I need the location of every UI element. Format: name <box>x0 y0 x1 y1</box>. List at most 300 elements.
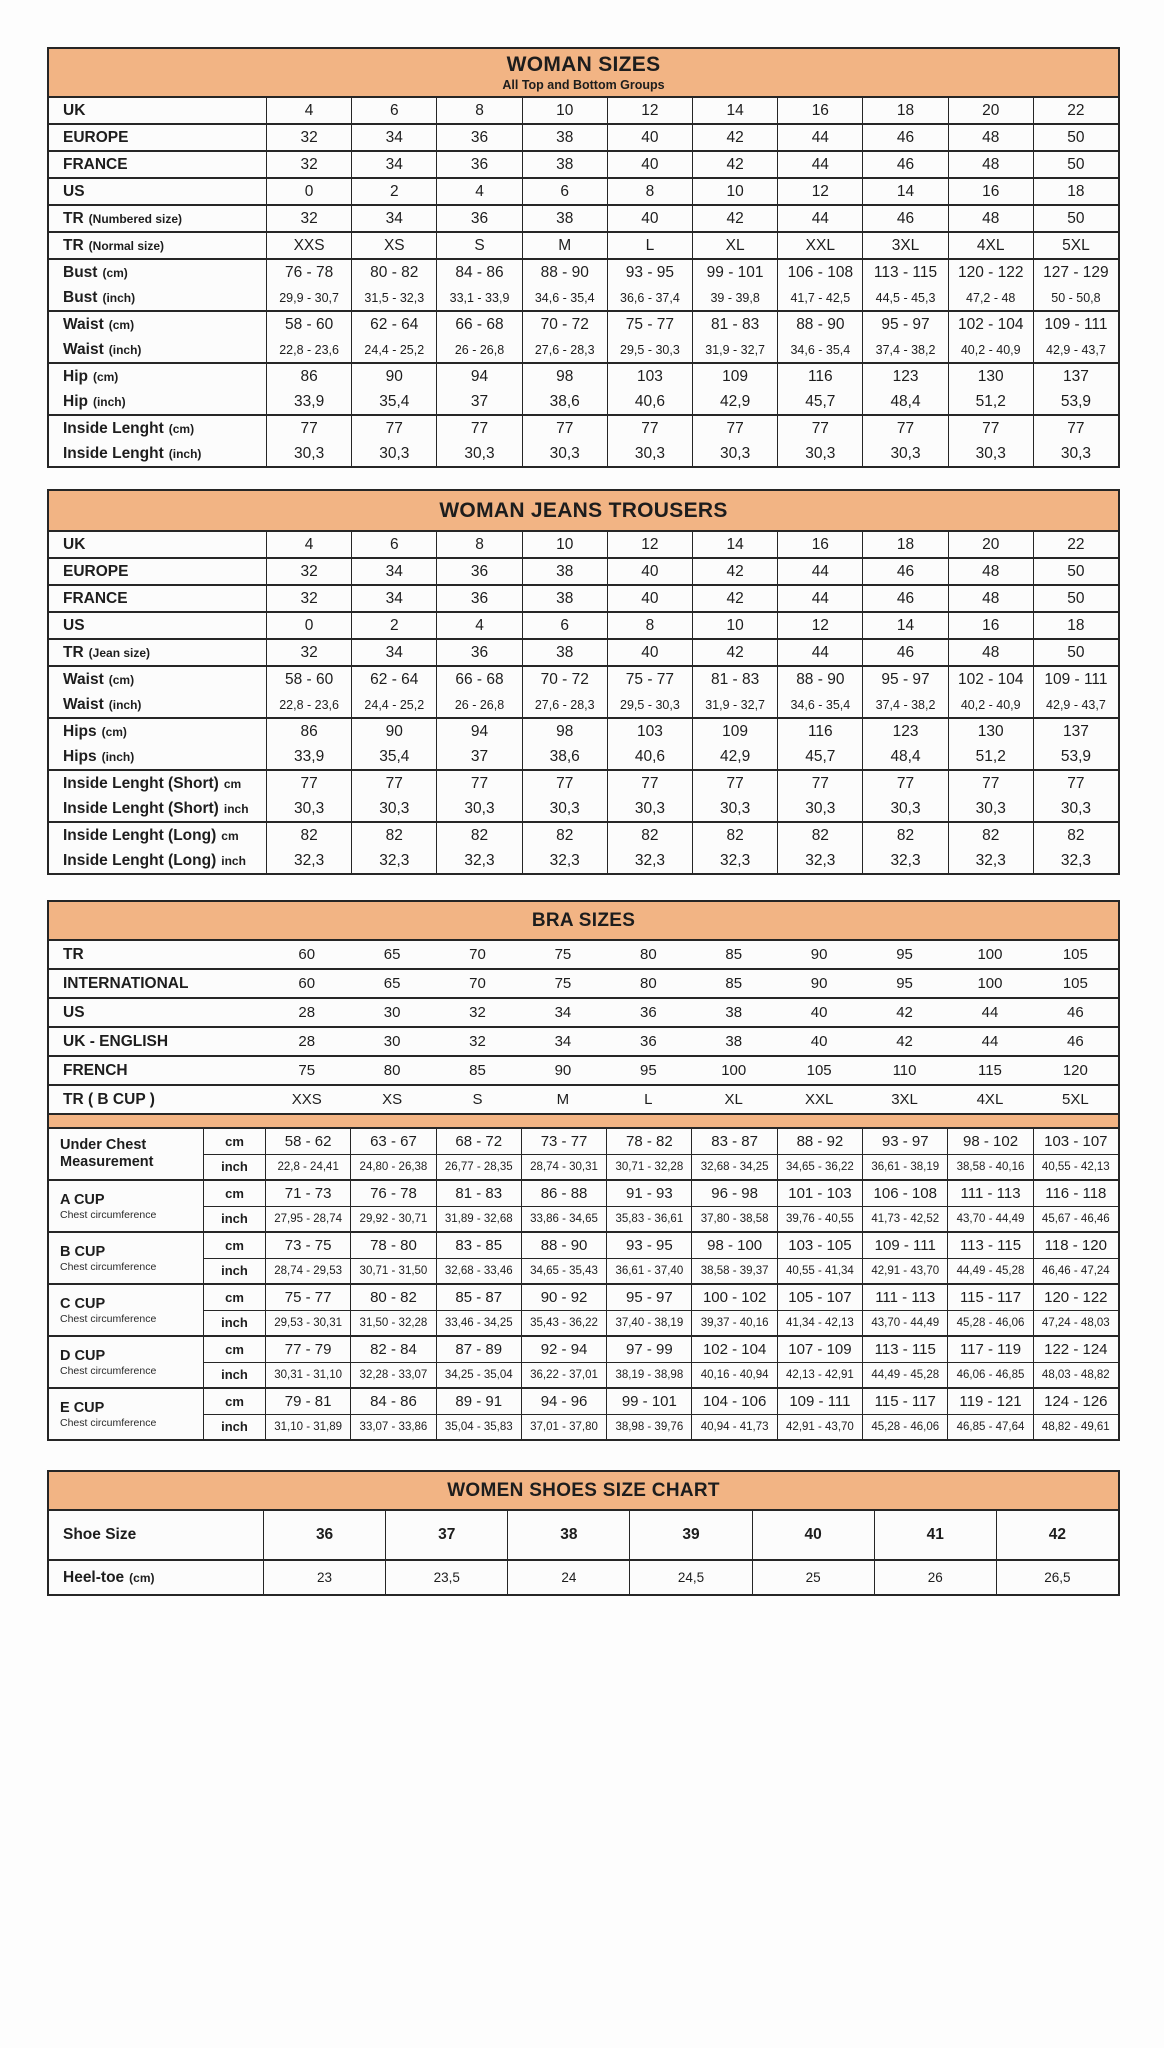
value-cell: 36,6 - 37,4 <box>608 285 693 310</box>
value-cell: 37 <box>437 744 522 769</box>
value-cell: 33,86 - 34,65 <box>522 1207 607 1232</box>
value-cell: 86 <box>267 364 352 389</box>
value-cell: 38 <box>523 206 608 231</box>
value-cell: 50 <box>1067 209 1085 227</box>
value-cell: 51,2 <box>949 389 1034 414</box>
value-cell: 44 <box>778 152 863 177</box>
cup-descriptor: Chest circumference <box>60 1260 157 1273</box>
value-cell: 116 <box>778 719 863 744</box>
row-label <box>49 532 267 557</box>
row-label-text: Waist <box>63 695 104 713</box>
woman-jeans-table <box>47 489 1120 875</box>
value-cell: 137 <box>1062 367 1089 385</box>
value-cell: 42 <box>693 152 778 177</box>
table-row <box>49 233 1118 258</box>
row-label-unit: (cm) <box>129 1570 155 1585</box>
cup-name: B CUP <box>60 1243 106 1260</box>
row-label <box>49 667 267 692</box>
cup-label <box>49 1129 204 1179</box>
value-cell: 29,53 - 30,31 <box>266 1311 351 1336</box>
row-label <box>49 179 267 204</box>
value-cell: 4 <box>437 613 522 638</box>
cup-descriptor: Chest circumference <box>60 1312 157 1325</box>
value-cell: 66 - 68 <box>437 667 522 692</box>
value-cell: 120 - 122 <box>949 260 1034 285</box>
row-label <box>49 416 267 441</box>
value-cell: 42,91 - 43,70 <box>778 1415 863 1440</box>
value-cell: 42 <box>693 206 778 231</box>
value-cell: 107 - 109 <box>778 1337 863 1362</box>
value-cell: 30,3 <box>1060 799 1092 817</box>
table-row <box>49 667 1118 692</box>
value-cell: 20 <box>949 532 1034 557</box>
cup-rows <box>204 1233 1118 1283</box>
cup-measure-row <box>204 1415 1118 1440</box>
value-cell: 65 <box>383 975 401 992</box>
value-cell: 98 <box>523 719 608 744</box>
value-cell: 115 - 117 <box>948 1285 1033 1310</box>
value-cell: 48,4 <box>863 389 948 414</box>
value-cell: 44,49 - 45,28 <box>863 1363 948 1388</box>
value-cell: 88 - 90 <box>522 1233 607 1258</box>
value-cell: 33,1 - 33,9 <box>437 285 522 310</box>
value-cell: XS <box>382 1091 403 1108</box>
row-label <box>49 260 267 285</box>
value-cell: 100 <box>977 975 1003 992</box>
row-label-text: Inside Lenght <box>63 419 164 437</box>
woman-sizes-header <box>47 47 1120 98</box>
value-cell: 66 - 68 <box>437 312 522 337</box>
value-cell: 86 - 88 <box>522 1181 607 1206</box>
value-cell: 0 <box>267 179 352 204</box>
value-cell: 40 <box>608 152 693 177</box>
table-row-group <box>49 206 1118 233</box>
value-cell: 25 <box>753 1561 875 1594</box>
value-cell: 34,65 - 35,43 <box>522 1259 607 1284</box>
value-cell: 91 - 93 <box>607 1181 692 1206</box>
row-label <box>49 719 267 744</box>
value-cell: 137 <box>1062 722 1089 740</box>
value-cell: 113 - 115 <box>948 1233 1033 1258</box>
table-row <box>49 692 1118 717</box>
value-cell: 23,5 <box>386 1561 508 1594</box>
value-cell: 14 <box>863 179 948 204</box>
value-cell: 46 <box>863 152 948 177</box>
value-cell: 42 <box>896 1033 913 1050</box>
value-cell: 111 - 113 <box>948 1181 1033 1206</box>
value-cell: 77 <box>863 771 948 796</box>
value-cell: 24 <box>508 1561 630 1594</box>
value-cell: 0 <box>267 613 352 638</box>
value-cell: 78 - 82 <box>607 1129 692 1154</box>
table-row-group <box>49 667 1118 719</box>
value-cell: 40,6 <box>608 744 693 769</box>
value-cell: 95 <box>896 975 913 992</box>
value-cell: 77 <box>778 416 863 441</box>
value-cell: 102 - 104 <box>949 312 1034 337</box>
value-cell: 32,3 <box>693 848 778 873</box>
row-label-text: Hip <box>63 367 88 385</box>
row-label: TR <box>63 945 84 963</box>
table-row <box>49 532 1118 557</box>
row-label-text: Inside Lenght (Short) <box>63 774 219 792</box>
value-cell: 83 - 85 <box>437 1233 522 1258</box>
value-cell: 119 - 121 <box>948 1389 1033 1414</box>
value-cell: 46,46 - 47,24 <box>1041 1264 1110 1277</box>
value-cell: 50 <box>1067 643 1085 661</box>
row-label-text: FRANCE <box>63 589 128 607</box>
row-label <box>49 613 267 638</box>
cup-measure-row <box>204 1129 1118 1155</box>
value-cell: 40 <box>753 1511 875 1559</box>
table-row <box>49 771 1118 796</box>
value-cell: 30,71 - 32,28 <box>607 1155 692 1180</box>
value-cell: 42 <box>896 1004 913 1021</box>
value-cell: 10 <box>523 532 608 557</box>
value-cell: 32 <box>267 640 352 665</box>
value-cell: 58 - 62 <box>266 1129 351 1154</box>
value-cell: 32,3 <box>778 848 863 873</box>
value-cell: 32,3 <box>608 848 693 873</box>
woman-jeans-header <box>47 489 1120 532</box>
unit-label: inch <box>204 1311 266 1336</box>
row-label <box>49 640 267 665</box>
value-cell: 12 <box>778 613 863 638</box>
table-row <box>49 559 1118 584</box>
value-cell: 32,68 - 33,46 <box>437 1259 522 1284</box>
value-cell: 40,55 - 42,13 <box>1041 1160 1110 1173</box>
table-row <box>49 719 1118 744</box>
table-row-group <box>49 98 1118 125</box>
cup-rows <box>204 1337 1118 1387</box>
value-cell: 26 - 26,8 <box>437 337 522 362</box>
row-label <box>49 848 267 873</box>
value-cell: 109 - 111 <box>863 1233 948 1258</box>
row-label-text: Hip <box>63 392 88 410</box>
value-cell: 30,3 <box>437 441 522 466</box>
value-cell: 95 - 97 <box>607 1285 692 1310</box>
value-cell: 48 <box>949 206 1034 231</box>
cup-name: E CUP <box>60 1399 105 1416</box>
value-cell: 93 - 95 <box>607 1233 692 1258</box>
bra-size-row <box>49 1086 1118 1115</box>
cup-measure-row <box>204 1285 1118 1311</box>
value-cell: 77 <box>1067 419 1085 437</box>
value-cell: 101 - 103 <box>778 1181 863 1206</box>
value-cell: 42,9 - 43,7 <box>1046 342 1106 357</box>
value-cell: 42,13 - 42,91 <box>778 1363 863 1388</box>
table-row-group <box>49 312 1118 364</box>
value-cell: 41,34 - 42,13 <box>778 1311 863 1336</box>
cup-descriptor: Measurement <box>60 1154 154 1170</box>
value-cell: 34,6 - 35,4 <box>778 692 863 717</box>
value-cell: 29,9 - 30,7 <box>267 285 352 310</box>
value-cell: 32 <box>267 125 352 150</box>
row-label <box>49 152 267 177</box>
women-shoes-header <box>47 1470 1120 1511</box>
value-cell: 46,85 - 47,64 <box>948 1415 1033 1440</box>
value-cell: 77 <box>523 416 608 441</box>
value-cell: 50 <box>1067 155 1085 173</box>
value-cell: 122 - 124 <box>1044 1340 1108 1358</box>
value-cell: 75 <box>554 975 572 992</box>
value-cell: 30,3 <box>523 441 608 466</box>
value-cell: 16 <box>778 98 863 123</box>
value-cell: 32 <box>267 152 352 177</box>
unit-label: inch <box>204 1155 266 1180</box>
value-cell: 35,4 <box>352 389 437 414</box>
table-row <box>49 1511 1118 1561</box>
row-label-text: Waist <box>63 315 104 333</box>
value-cell: 130 <box>949 364 1034 389</box>
cup-label <box>49 1233 204 1283</box>
row-label-text: Hips <box>63 722 97 740</box>
table-row-group <box>49 586 1118 613</box>
value-cell: 8 <box>437 98 522 123</box>
value-cell: 34 <box>352 152 437 177</box>
row-label <box>49 233 267 258</box>
value-cell: 34 <box>554 1033 572 1050</box>
value-cell: M <box>556 1091 570 1108</box>
value-cell: 31,10 - 31,89 <box>266 1415 351 1440</box>
value-cell: 12 <box>778 179 863 204</box>
value-cell: 77 <box>1067 774 1085 792</box>
value-cell: 26,77 - 28,35 <box>437 1155 522 1180</box>
value-cell: 44 <box>778 206 863 231</box>
value-cell: XL <box>693 233 778 258</box>
row-label-text: Inside Lenght (Short) <box>63 799 219 817</box>
value-cell: 30,3 <box>778 441 863 466</box>
value-cell: 42,9 <box>693 389 778 414</box>
value-cell: 37,4 - 38,2 <box>863 692 948 717</box>
value-cell: 85 <box>725 975 743 992</box>
value-cell: 44,5 - 45,3 <box>863 285 948 310</box>
row-label-unit: (Normal size) <box>88 238 165 253</box>
value-cell: 60 <box>298 946 316 963</box>
value-cell: 38,6 <box>523 389 608 414</box>
cup-name: Under Chest <box>60 1137 147 1153</box>
value-cell: 18 <box>863 532 948 557</box>
value-cell: 93 - 95 <box>608 260 693 285</box>
row-label <box>49 559 267 584</box>
value-cell: 77 <box>693 416 778 441</box>
table-row <box>49 613 1118 638</box>
value-cell: 12 <box>608 532 693 557</box>
value-cell: 45,28 - 46,06 <box>863 1415 948 1440</box>
row-label-text: Waist <box>63 670 104 688</box>
value-cell: 110 <box>892 1062 917 1079</box>
value-cell: 34,25 - 35,04 <box>437 1363 522 1388</box>
value-cell: 85 <box>469 1062 486 1079</box>
cup-rows <box>204 1285 1118 1335</box>
value-cell: 36 <box>437 152 522 177</box>
cup-measure-row <box>204 1337 1118 1363</box>
value-cell: 80 - 82 <box>351 1285 436 1310</box>
value-cell: 8 <box>608 179 693 204</box>
bra-size-row <box>49 941 1118 970</box>
row-label-text: UK <box>63 535 86 553</box>
table-row-group <box>49 559 1118 586</box>
value-cell: 34 <box>352 125 437 150</box>
value-cell: XXS <box>267 233 352 258</box>
cup-measure-row <box>204 1233 1118 1259</box>
value-cell: 85 - 87 <box>437 1285 522 1310</box>
value-cell: 27,6 - 28,3 <box>523 337 608 362</box>
table-row <box>49 179 1118 204</box>
value-cell: 40,2 - 40,9 <box>949 337 1034 362</box>
value-cell: 30,3 <box>523 796 608 821</box>
row-label-text: TR <box>63 236 84 254</box>
value-cell: 26,5 <box>1044 1570 1071 1585</box>
row-label-text: Shoe Size <box>63 1526 137 1543</box>
value-cell: 30,3 <box>1060 444 1092 462</box>
value-cell: 40,55 - 41,34 <box>778 1259 863 1284</box>
unit-label: cm <box>204 1233 266 1258</box>
table-row-group <box>49 152 1118 179</box>
value-cell: 38,19 - 38,98 <box>607 1363 692 1388</box>
value-cell: 24,5 <box>630 1561 752 1594</box>
value-cell: 31,89 - 32,68 <box>437 1207 522 1232</box>
value-cell: 27,6 - 28,3 <box>523 692 608 717</box>
value-cell: 38 <box>508 1511 630 1559</box>
value-cell: 24,4 - 25,2 <box>352 692 437 717</box>
value-cell: 82 <box>778 823 863 848</box>
value-cell: 94 - 96 <box>522 1389 607 1414</box>
value-cell: S <box>472 1091 483 1108</box>
value-cell: 41,73 - 42,52 <box>863 1207 948 1232</box>
value-cell: 99 - 101 <box>607 1389 692 1414</box>
value-cell: 77 <box>523 771 608 796</box>
value-cell: 35,83 - 36,61 <box>607 1207 692 1232</box>
value-cell: 77 <box>437 771 522 796</box>
value-cell: 31,5 - 32,3 <box>352 285 437 310</box>
value-cell: 42,9 - 43,7 <box>1046 697 1106 712</box>
cup-label <box>49 1285 204 1335</box>
value-cell: 95 <box>639 1062 657 1079</box>
value-cell: 33,9 <box>267 744 352 769</box>
table-row-group <box>49 260 1118 312</box>
cup-measure-row <box>204 1389 1118 1415</box>
bra-size-row <box>49 1028 1118 1057</box>
value-cell: 39 - 39,8 <box>693 285 778 310</box>
value-cell: 44 <box>778 640 863 665</box>
value-cell: 31,9 - 32,7 <box>693 337 778 362</box>
value-cell: 40 <box>608 206 693 231</box>
value-cell: 16 <box>949 613 1034 638</box>
value-cell: 36,22 - 37,01 <box>522 1363 607 1388</box>
table-title: WOMAN SIZES <box>506 53 661 76</box>
value-cell: 50 - 50,8 <box>1051 290 1101 305</box>
value-cell: 118 - 120 <box>1044 1236 1107 1254</box>
row-label-text: EUROPE <box>63 562 129 580</box>
value-cell: 18 <box>863 98 948 123</box>
value-cell: 36 <box>639 1033 657 1050</box>
row-label: UK - ENGLISH <box>63 1032 169 1050</box>
value-cell: 81 - 83 <box>437 1181 522 1206</box>
value-cell: 75 <box>298 1062 316 1079</box>
row-label <box>49 1511 264 1559</box>
value-cell: 77 <box>267 416 352 441</box>
value-cell: 44 <box>981 1033 999 1050</box>
value-cell: 32 <box>267 206 352 231</box>
value-cell: 5XL <box>1062 1091 1089 1108</box>
cup-label <box>49 1337 204 1387</box>
bra-size-row <box>49 970 1118 999</box>
value-cell: 34 <box>352 206 437 231</box>
value-cell: 75 - 77 <box>266 1285 351 1310</box>
value-cell: 29,92 - 30,71 <box>351 1207 436 1232</box>
women-shoes-body <box>47 1511 1120 1596</box>
value-cell: 50 <box>1067 589 1085 607</box>
row-label <box>49 586 267 611</box>
bra-sizes-header <box>47 900 1120 941</box>
value-cell: 40 <box>608 125 693 150</box>
value-cell: 40 <box>608 559 693 584</box>
value-cell: 95 <box>896 946 913 963</box>
value-cell: 77 - 79 <box>266 1337 351 1362</box>
value-cell: 27,95 - 28,74 <box>266 1207 351 1232</box>
cup-rows <box>204 1389 1118 1439</box>
cup-measure-row <box>204 1207 1118 1232</box>
value-cell: 4XL <box>949 233 1034 258</box>
value-cell: 42 <box>693 640 778 665</box>
value-cell: 46 <box>1067 1033 1084 1050</box>
value-cell: 44 <box>778 559 863 584</box>
value-cell: 45,7 <box>778 744 863 769</box>
value-cell: 30,3 <box>608 441 693 466</box>
value-cell: 48 <box>949 125 1034 150</box>
value-cell: 94 <box>437 364 522 389</box>
value-cell: 104 - 106 <box>692 1389 777 1414</box>
value-cell: 29,5 - 30,3 <box>608 692 693 717</box>
value-cell: 40,2 - 40,9 <box>949 692 1034 717</box>
divider-strip <box>49 1115 1118 1129</box>
value-cell: 31,9 - 32,7 <box>693 692 778 717</box>
table-row-group <box>49 823 1118 873</box>
woman-sizes-table <box>47 47 1120 468</box>
value-cell: 37,80 - 38,58 <box>692 1207 777 1232</box>
value-cell: XXL <box>778 233 863 258</box>
value-cell: 36 <box>437 125 522 150</box>
value-cell: 124 - 126 <box>1044 1392 1108 1410</box>
value-cell: 90 - 92 <box>522 1285 607 1310</box>
value-cell: 47,24 - 48,03 <box>1041 1316 1110 1329</box>
table-row <box>49 744 1118 769</box>
row-label-unit: inch <box>223 801 249 816</box>
value-cell: L <box>608 233 693 258</box>
cup-size-group <box>49 1285 1118 1337</box>
value-cell: 44,49 - 45,28 <box>948 1259 1033 1284</box>
value-cell: 48,03 - 48,82 <box>1041 1368 1110 1381</box>
row-label <box>49 312 267 337</box>
value-cell: 30,3 <box>863 796 948 821</box>
value-cell: L <box>644 1091 653 1108</box>
bra-size-row <box>49 1057 1118 1086</box>
value-cell: 42 <box>693 586 778 611</box>
woman-jeans-body <box>47 532 1120 875</box>
value-cell: 117 - 119 <box>948 1337 1033 1362</box>
value-cell: 82 <box>267 823 352 848</box>
value-cell: XL <box>724 1091 743 1108</box>
row-label <box>49 796 267 821</box>
value-cell: S <box>437 233 522 258</box>
value-cell: 47,2 - 48 <box>949 285 1034 310</box>
value-cell: 127 - 129 <box>1043 263 1109 281</box>
value-cell: 39,37 - 40,16 <box>692 1311 777 1336</box>
value-cell: 90 <box>352 364 437 389</box>
value-cell: 84 - 86 <box>351 1389 436 1414</box>
value-cell: 88 - 90 <box>523 260 608 285</box>
